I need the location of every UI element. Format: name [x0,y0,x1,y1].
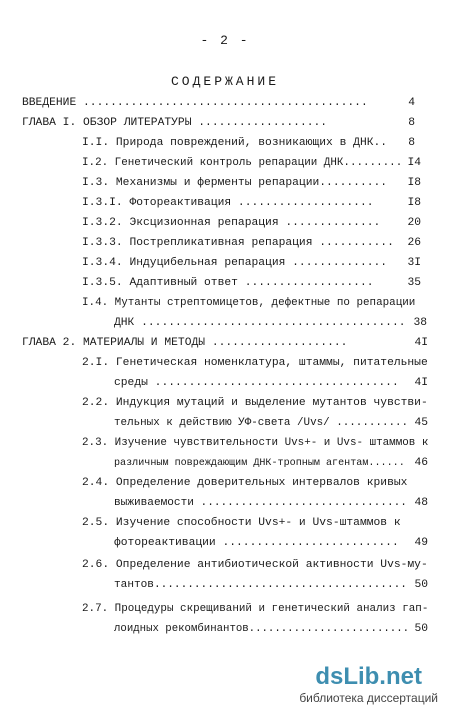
toc-title: СОДЕРЖАНИЕ [170,74,279,89]
toc-entry-text: различным повреждающим ДНК-тропным агентам...... [114,458,405,469]
toc-entry-text: ДНК ....................................... [114,317,406,329]
toc-entry [82,236,421,250]
toc-entry-page: I8 [407,197,421,209]
toc-entry [82,136,415,150]
toc-entry-page: 45 [414,417,428,429]
toc-entry [82,216,421,230]
toc-entry-page: 4I [414,337,428,349]
toc-entry [114,578,428,592]
toc-entry [82,476,428,490]
toc-entry [114,456,428,471]
toc-entry [22,336,428,350]
toc-entry-text: I.3. Механизмы и ферменты репарации.......... [82,177,388,189]
toc-entry [114,496,428,510]
toc-entry-text: I.4. Мутанты стрептомицетов, дефектные по репарации [82,297,416,309]
toc-entry-text: I.3.3. Пострепликативная репарация ........... [82,237,394,249]
toc-entry [82,516,428,530]
toc-entry-page: 35 [407,277,421,289]
toc-entry-page: 4I [414,377,428,389]
watermark-subtitle: библиотека диссертаций [299,691,438,705]
toc-entry [82,156,421,170]
toc-entry-page: 26 [407,237,421,249]
toc-entry [82,176,421,190]
toc-entry-text: 2.3. Изучение чувствительности Uvs+- и Uvs- штаммов к [82,437,429,449]
toc-entry-text: I.2. Генетический контроль репарации ДНК......... [82,157,403,169]
toc-entry [82,602,428,616]
toc-entry [82,256,421,270]
toc-entry [82,436,428,450]
toc-entry [114,316,427,330]
toc-entry-text: выживаемости ............................... [114,497,407,509]
toc-entry-page: 4 [408,97,415,109]
toc-entry [114,536,428,550]
toc-entry [114,416,428,430]
toc-entry-page: 8 [408,137,415,149]
toc-entry-text: лоидных рекомбинантов......................... [114,623,410,635]
toc-entry-page: 48 [414,497,428,509]
toc-entry-text: ГЛАВА I. ОБЗОР ЛИТЕРАТУРЫ ................... [22,117,328,129]
toc-entry-text: ГЛАВА 2. МАТЕРИАЛЫ И МЕТОДЫ .................... [22,337,348,349]
toc-entry-page: 20 [407,217,421,229]
toc-entry-text: 2.5. Изучение способности Uvs+- и Uvs-штаммов к [82,517,401,529]
toc-entry [82,558,428,572]
toc-entry-page: 50 [414,623,428,635]
toc-entry-text: фотореактивации .......................... [114,537,399,549]
toc-entry-text: I.3.I. Фотореактивация .................... [82,197,374,209]
toc-entry-text: 2.6. Определение антибиотической активности Uvs-му- [82,559,428,571]
toc-entry [22,96,415,110]
page-number: - 2 - [200,33,250,48]
toc-entry-text: I.3.5. Адаптивный ответ ................... [82,277,374,289]
toc-entry-page: 50 [414,579,428,591]
toc-entry-text: среды .................................... [114,377,399,389]
watermark-logo: dsLib.net [315,663,422,690]
toc-entry-text: ВВЕДЕНИЕ .......................................... [22,97,368,109]
toc-entry [22,116,415,130]
toc-entry-page: I8 [407,177,421,189]
toc-entry-text: тантов...................................... [114,579,407,591]
toc-entry-page: 8 [408,117,415,129]
toc-entry-page: I4 [407,157,421,169]
toc-entry [82,196,421,210]
toc-entry [82,296,421,310]
toc-entry-text: I.3.2. Эксцизионная репарация .............. [82,217,381,229]
toc-entry-text: тельных к действию УФ-света /Uvs/ ........... [114,417,409,429]
toc-entry [82,276,421,290]
toc-entry-page: 3I [407,257,421,269]
toc-entry-text: 2.I. Генетическая номенклатура, штаммы, питательные [82,357,428,369]
toc-entry-text: 2.4. Определение доверительных интервалов кривых [82,477,408,489]
toc-entry-text: 2.7. Процедуры скрещиваний и генетический анализ гап- [82,603,429,615]
toc-entry-page: 46 [414,457,428,469]
watermark [299,665,438,705]
toc-entry-text: I.3.4. Индуцибельная репарация .............. [82,257,388,269]
toc-entry [82,356,428,370]
toc-entry [114,376,428,390]
toc-entry-text: I.I. Природа повреждений, возникающих в ДНК.. [82,137,388,149]
toc-entry-page: 49 [414,537,428,549]
toc-entry-text: 2.2. Индукция мутаций и выделение мутантов чувстви- [82,397,428,409]
toc-entry [82,396,428,410]
toc-entry [114,622,428,636]
toc-entry-page: 38 [413,317,427,329]
